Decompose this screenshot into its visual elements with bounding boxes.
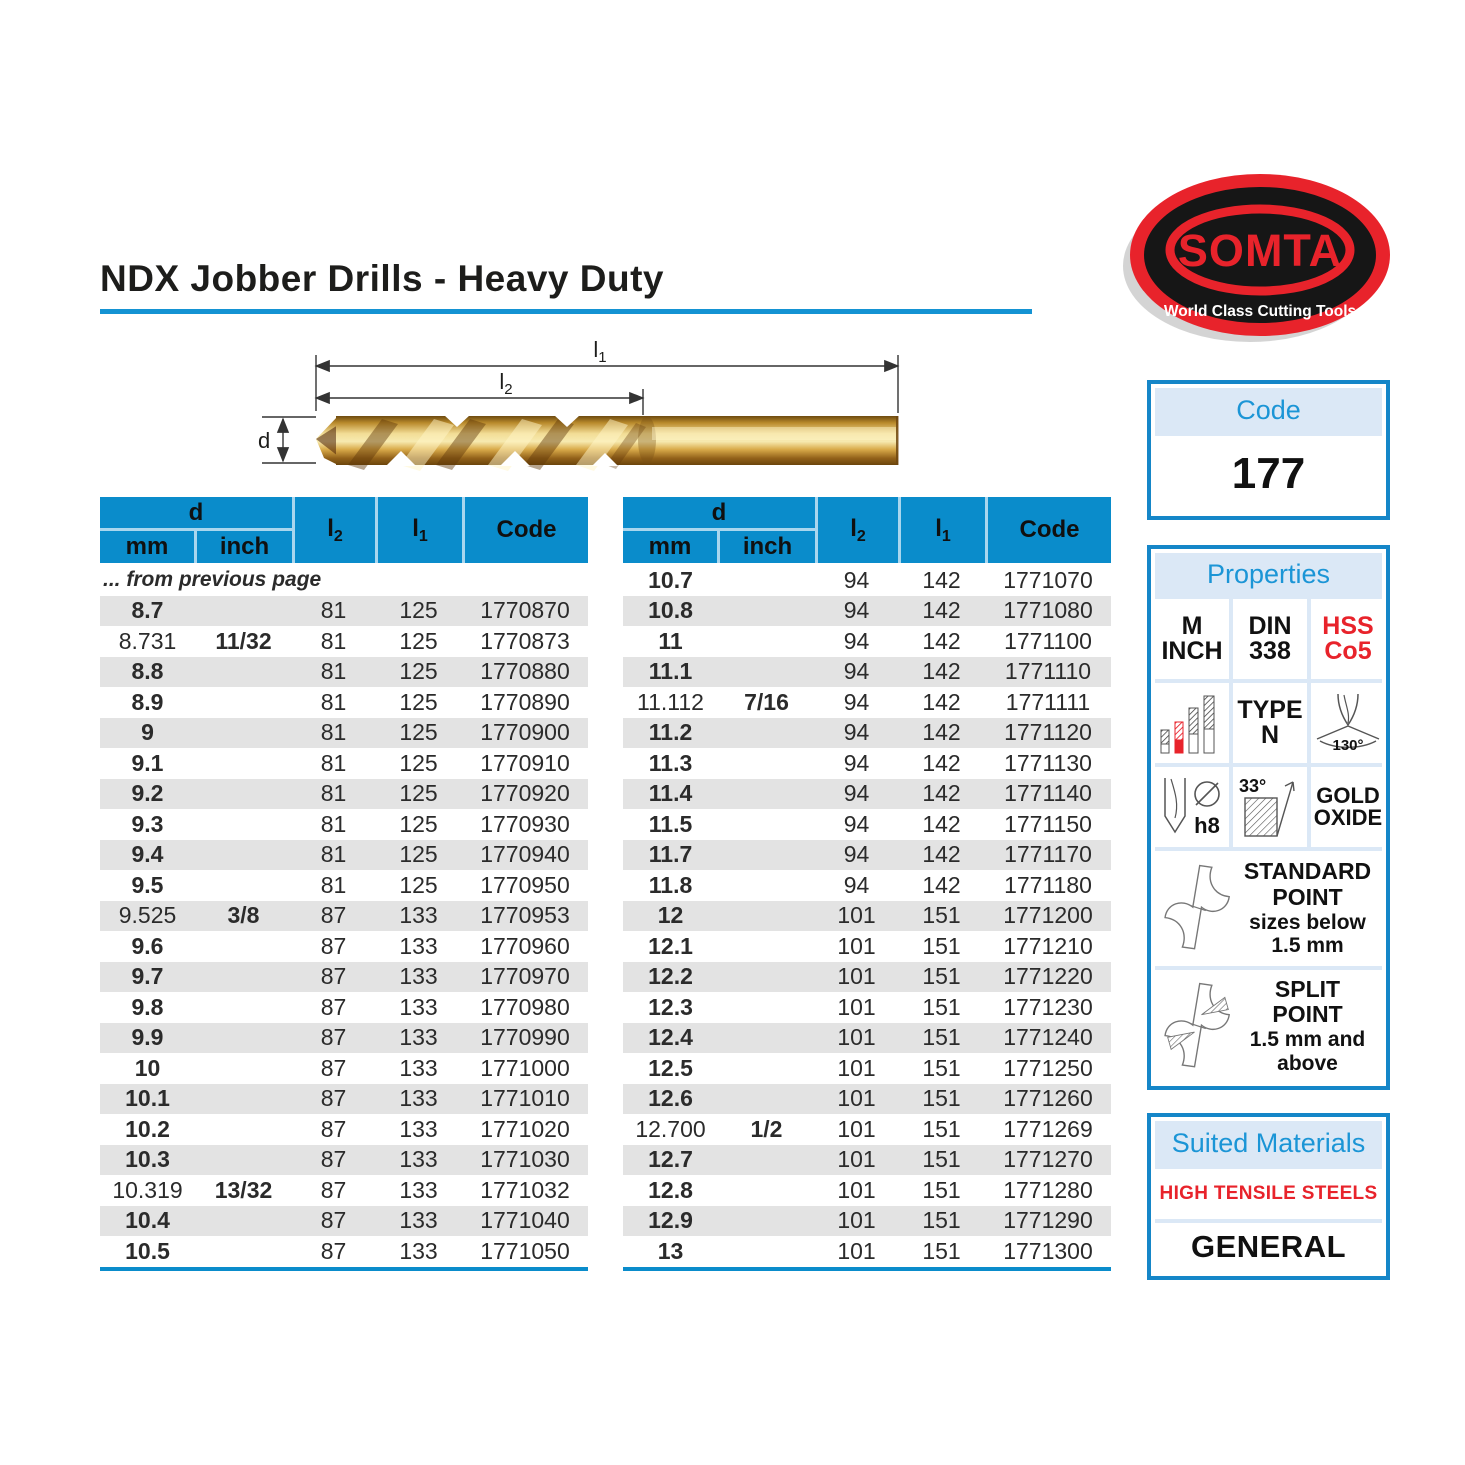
table-row [623, 809, 1111, 840]
logo-brand: SOMTA [1177, 225, 1343, 276]
cell-l2: 101 [837, 1176, 876, 1203]
cell-mm: 12.7 [648, 1146, 693, 1173]
table-row [623, 1084, 1111, 1115]
col-inch: inch [197, 531, 292, 563]
cell-l2: 94 [843, 627, 870, 654]
cell-l2: 101 [837, 1085, 876, 1112]
dim-d [258, 417, 316, 463]
table-row [100, 870, 588, 901]
helix-angle-icon [1233, 774, 1307, 840]
cell-l2: 81 [320, 688, 347, 715]
cell-inch: 1/2 [750, 1115, 783, 1142]
cell-l1: 133 [399, 1237, 438, 1264]
cell-mm: 8.7 [131, 597, 164, 624]
cell-l1: 151 [922, 1024, 961, 1051]
cell-l1: 142 [922, 597, 961, 624]
cell-code: 1771230 [1003, 993, 1093, 1020]
cell-mm: 10 [134, 1054, 161, 1081]
table-row [623, 901, 1111, 932]
cell-mm: 11.4 [648, 780, 693, 807]
cell-code: 1771150 [1004, 810, 1092, 837]
table-row [623, 840, 1111, 871]
table-row [623, 565, 1111, 596]
cell-l1: 133 [399, 902, 438, 929]
drill-image [316, 415, 899, 471]
cell-mm: 9.2 [131, 780, 164, 807]
cell-l2: 87 [320, 932, 347, 959]
cell-l1: 151 [922, 1085, 961, 1112]
cell-mm: 12.6 [648, 1085, 693, 1112]
col-d: d [100, 497, 292, 528]
cell-mm: 10.8 [648, 597, 693, 624]
table-row [623, 1114, 1111, 1145]
cell-mm: 10.5 [125, 1237, 170, 1264]
cell-mm: 12.700 [635, 1115, 706, 1142]
cell-code: 1771280 [1003, 1176, 1093, 1203]
cell-l2: 81 [320, 780, 347, 807]
cell-l2: 87 [320, 1146, 347, 1173]
cell-code: 1771140 [1004, 780, 1092, 807]
cell-l1: 142 [922, 871, 961, 898]
svg-text:d: d [258, 428, 271, 453]
drill-size-range-icon [1157, 690, 1227, 756]
svg-text:h8: h8 [1194, 813, 1220, 838]
table-row [623, 1145, 1111, 1176]
cell-l2: 101 [837, 1024, 876, 1051]
cell-code: 1771130 [1004, 749, 1092, 776]
cell-code: 1770873 [480, 627, 570, 654]
cell-l1: 125 [399, 658, 438, 685]
cell-l1: 125 [399, 719, 438, 746]
cell-l1: 151 [922, 1146, 961, 1173]
cell-l2: 94 [843, 688, 870, 715]
cell-l2: 94 [843, 658, 870, 685]
svg-text:l1: $l_1$ [593, 337, 607, 366]
cell-inch: 3/8 [227, 902, 260, 929]
cell-l1: 133 [399, 1024, 438, 1051]
cell-l2: 94 [843, 780, 870, 807]
cell-mm: 11.2 [648, 719, 693, 746]
cell-code: 1771210 [1003, 932, 1093, 959]
cell-l2: 101 [837, 963, 876, 990]
table-row [623, 870, 1111, 901]
note-row: ... from previous page [103, 568, 322, 592]
cell-mm: 9.1 [131, 749, 164, 776]
table-row [100, 1053, 588, 1084]
cell-mm: 12.9 [648, 1207, 693, 1234]
cell-l1: 133 [399, 1176, 438, 1203]
table-row [623, 1023, 1111, 1054]
table-row [100, 1236, 588, 1267]
cell-l1: 133 [399, 993, 438, 1020]
cell-l2: 87 [320, 1054, 347, 1081]
suited-materials-box [1147, 1113, 1390, 1280]
cell-code: 1770953 [480, 902, 570, 929]
cell-l2: 81 [320, 749, 347, 776]
property-metric-inch: M INCH [1155, 599, 1229, 679]
property-size-range [1155, 683, 1229, 763]
cell-code: 1771000 [480, 1054, 570, 1081]
point-angle-icon [1311, 690, 1385, 756]
table-row [623, 1236, 1111, 1267]
cell-l1: 125 [399, 810, 438, 837]
cell-mm: 11.112 [637, 688, 704, 715]
cell-mm: 8.731 [118, 627, 177, 654]
cell-mm: 12.4 [648, 1024, 693, 1051]
cell-code: 1771110 [1004, 658, 1092, 685]
table-row [100, 748, 588, 779]
cell-mm: 12.1 [648, 932, 693, 959]
col-l1: $l_1$ [378, 497, 462, 563]
cell-l1: 133 [399, 932, 438, 959]
property-split-point: SPLIT POINT 1.5 mm and above [1155, 970, 1382, 1082]
cell-l1: 125 [399, 841, 438, 868]
cell-inch: 7/16 [744, 688, 789, 715]
cell-l2: 101 [837, 1115, 876, 1142]
cell-l2: 81 [320, 719, 347, 746]
table-row [100, 992, 588, 1023]
cell-mm: 11.7 [648, 841, 693, 868]
cell-mm: 11 [658, 627, 683, 654]
cell-l1: 125 [399, 597, 438, 624]
cell-code: 1771100 [1004, 627, 1092, 654]
cell-code: 1771300 [1003, 1237, 1093, 1264]
property-hss-co5: HSS Co5 [1311, 599, 1385, 679]
table-row [100, 596, 588, 627]
property-type-n: TYPE N [1233, 683, 1307, 763]
table-row [623, 931, 1111, 962]
tolerance-icon [1155, 774, 1229, 840]
cell-mm: 11.8 [648, 871, 693, 898]
material-high-tensile: HIGH TENSILE STEELS [1155, 1169, 1382, 1219]
cell-l1: 133 [399, 1207, 438, 1234]
drill-table-right [623, 497, 1111, 1271]
cell-l2: 94 [843, 719, 870, 746]
table-row [100, 1114, 588, 1145]
cell-l2: 81 [320, 597, 347, 624]
cell-l2: 87 [320, 963, 347, 990]
cell-mm: 9.9 [131, 1024, 164, 1051]
cell-code: 1770910 [480, 749, 570, 776]
cell-code: 1771050 [480, 1237, 570, 1264]
properties-header: Properties [1155, 553, 1382, 595]
cell-code: 1771032 [480, 1176, 570, 1203]
cell-l1: 151 [922, 902, 961, 929]
cell-l2: 87 [320, 1176, 347, 1203]
cell-code: 1770880 [480, 658, 570, 685]
cell-l2: 94 [843, 810, 870, 837]
cell-mm: 10.1 [125, 1085, 170, 1112]
table-row [623, 687, 1111, 718]
cell-l2: 101 [837, 902, 876, 929]
cell-code: 1771270 [1003, 1146, 1093, 1173]
cell-l2: 81 [320, 871, 347, 898]
table-row [623, 1206, 1111, 1237]
cell-mm: 10.7 [648, 566, 693, 593]
cell-l2: 87 [320, 1115, 347, 1142]
cell-code: 1771170 [1004, 841, 1092, 868]
cell-code: 1770930 [480, 810, 570, 837]
table-row [100, 1175, 588, 1206]
material-general: GENERAL [1155, 1223, 1382, 1273]
cell-l1: 133 [399, 1146, 438, 1173]
cell-code: 1770950 [480, 871, 570, 898]
suited-materials-header: Suited Materials [1155, 1121, 1382, 1165]
table-row [623, 962, 1111, 993]
table-row [100, 1023, 588, 1054]
cell-mm: 9.3 [131, 810, 164, 837]
table-row [623, 1175, 1111, 1206]
svg-text:l2: $l_2$ [499, 369, 513, 398]
cell-mm: 11.3 [648, 749, 693, 776]
table-row [100, 718, 588, 749]
cell-l2: 87 [320, 1024, 347, 1051]
cell-code: 1771080 [1003, 597, 1093, 624]
table-row [623, 1053, 1111, 1084]
cell-code: 1770870 [480, 597, 570, 624]
cell-code: 1771040 [480, 1207, 570, 1234]
cell-l1: 125 [399, 749, 438, 776]
cell-l1: 142 [922, 749, 961, 776]
cell-l2: 87 [320, 1237, 347, 1264]
drill-table-left [100, 497, 588, 1271]
cell-mm: 9.5 [131, 871, 164, 898]
cell-l1: 142 [922, 841, 961, 868]
property-point-angle [1311, 683, 1385, 763]
cell-l1: 151 [922, 1207, 961, 1234]
table-row [623, 626, 1111, 657]
cell-mm: 9.6 [131, 932, 164, 959]
dim-l2 [316, 369, 643, 398]
cell-l1: 151 [922, 1115, 961, 1142]
cell-l2: 94 [843, 841, 870, 868]
cell-l1: 151 [922, 963, 961, 990]
cell-code: 1771030 [480, 1146, 570, 1173]
col-l1: $l_1$ [901, 497, 985, 563]
cell-code: 1771240 [1003, 1024, 1093, 1051]
cell-l1: 142 [922, 719, 961, 746]
table-row [623, 779, 1111, 810]
cell-code: 1770980 [480, 993, 570, 1020]
cell-l2: 81 [320, 658, 347, 685]
cell-l2: 94 [843, 871, 870, 898]
cell-l1: 125 [399, 871, 438, 898]
cell-code: 1771120 [1004, 719, 1092, 746]
col-l2: $l_2$ [818, 497, 898, 563]
svg-text:130°: 130° [1332, 737, 1364, 754]
cell-code: 1771250 [1003, 1054, 1093, 1081]
cell-mm: 12.3 [648, 993, 693, 1020]
table-row [623, 992, 1111, 1023]
cell-code: 1771269 [1003, 1115, 1093, 1142]
standard-point-icon [1159, 854, 1237, 962]
somta-logo [1122, 166, 1398, 348]
cell-mm: 10.319 [112, 1176, 183, 1203]
cell-mm: 12.5 [648, 1054, 693, 1081]
cell-l2: 101 [837, 993, 876, 1020]
table-row [100, 1145, 588, 1176]
cell-code: 1770890 [480, 688, 570, 715]
cell-l1: 151 [922, 1176, 961, 1203]
table-header [100, 497, 588, 563]
cell-l2: 101 [837, 932, 876, 959]
cell-mm: 13 [657, 1237, 684, 1264]
table-row [623, 657, 1111, 688]
cell-code: 1771290 [1003, 1207, 1093, 1234]
cell-l2: 81 [320, 810, 347, 837]
cell-l2: 87 [320, 902, 347, 929]
table-row [100, 901, 588, 932]
cell-code: 1770920 [480, 780, 570, 807]
cell-l1: 142 [922, 810, 961, 837]
cell-l2: 101 [837, 1054, 876, 1081]
cell-inch: 13/32 [214, 1176, 273, 1203]
col-d: d [623, 497, 815, 528]
cell-l1: 151 [922, 1054, 961, 1081]
cell-l2: 94 [843, 597, 870, 624]
cell-code: 1771220 [1003, 963, 1093, 990]
cell-l2: 87 [320, 1085, 347, 1112]
cell-mm: 12 [657, 902, 684, 929]
cell-code: 1771200 [1003, 902, 1093, 929]
cell-l2: 81 [320, 841, 347, 868]
table-row [100, 962, 588, 993]
cell-l2: 94 [843, 749, 870, 776]
cell-code: 1770960 [480, 932, 570, 959]
cell-mm: 9.7 [131, 963, 164, 990]
table-row [100, 626, 588, 657]
cell-mm: 9.4 [131, 841, 164, 868]
col-mm: mm [100, 531, 194, 563]
cell-l1: 133 [399, 963, 438, 990]
title-rule [100, 309, 1032, 314]
dim-l1 [316, 337, 898, 366]
svg-text:33°: 33° [1239, 776, 1267, 796]
page-title: NDX Jobber Drills - Heavy Duty [100, 258, 664, 299]
property-helix-angle [1233, 767, 1307, 847]
cell-code: 1770970 [480, 963, 570, 990]
cell-l1: 142 [922, 780, 961, 807]
cell-l1: 125 [399, 780, 438, 807]
cell-l2: 101 [837, 1237, 876, 1264]
cell-mm: 8.8 [131, 658, 164, 685]
cell-mm: 9 [141, 719, 154, 746]
drill-diagram [248, 335, 920, 477]
cell-code: 1771020 [480, 1115, 570, 1142]
cell-mm: 11.5 [648, 810, 693, 837]
logo-tagline: World Class Cutting Tools [1163, 303, 1357, 320]
cell-mm: 8.9 [131, 688, 164, 715]
cell-l1: 142 [922, 566, 961, 593]
table-row [100, 1206, 588, 1237]
cell-l2: 101 [837, 1207, 876, 1234]
table-header [623, 497, 1111, 563]
properties-box [1147, 545, 1390, 1090]
cell-l2: 87 [320, 1207, 347, 1234]
cell-l1: 142 [922, 627, 961, 654]
cell-mm: 11.1 [648, 658, 693, 685]
table-row [100, 840, 588, 871]
cell-code: 1770990 [480, 1024, 570, 1051]
cell-mm: 12.8 [648, 1176, 693, 1203]
table-row [100, 657, 588, 688]
cell-code: 1771070 [1003, 566, 1093, 593]
cell-l1: 142 [922, 688, 961, 715]
property-standard-point: STANDARD POINT sizes below 1.5 mm [1155, 851, 1382, 966]
cell-l1: 151 [922, 1237, 961, 1264]
cell-l1: 125 [399, 688, 438, 715]
cell-mm: 9.525 [118, 902, 177, 929]
table-bottom-rule [623, 1267, 1111, 1271]
cell-mm: 10.3 [125, 1146, 170, 1173]
table-row [100, 779, 588, 810]
col-code: Code [465, 497, 588, 563]
cell-l1: 151 [922, 993, 961, 1020]
col-l2: $l_2$ [295, 497, 375, 563]
col-mm: mm [623, 531, 717, 563]
cell-l2: 87 [320, 993, 347, 1020]
cell-code: 1771010 [480, 1085, 570, 1112]
cell-mm: 9.8 [131, 993, 164, 1020]
cell-l1: 125 [399, 627, 438, 654]
cell-l1: 133 [399, 1115, 438, 1142]
code-box [1147, 380, 1390, 520]
table-row [100, 687, 588, 718]
cell-l1: 133 [399, 1085, 438, 1112]
table-row [100, 931, 588, 962]
col-code: Code [988, 497, 1111, 563]
table-row [100, 809, 588, 840]
col-inch: inch [720, 531, 815, 563]
cell-l1: 142 [922, 658, 961, 685]
cell-l1: 151 [922, 932, 961, 959]
cell-mm: 10.2 [125, 1115, 170, 1142]
cell-code: 1771260 [1003, 1085, 1093, 1112]
cell-l2: 94 [843, 566, 870, 593]
cell-l2: 101 [837, 1146, 876, 1173]
cell-mm: 10.4 [125, 1207, 170, 1234]
cell-code: 1771180 [1004, 871, 1092, 898]
table-row [100, 1084, 588, 1115]
cell-inch: 11/32 [215, 627, 272, 654]
cell-l1: 133 [399, 1054, 438, 1081]
cell-l2: 81 [320, 627, 347, 654]
table-row [623, 718, 1111, 749]
table-row [623, 748, 1111, 779]
table-row [623, 596, 1111, 627]
property-tolerance [1155, 767, 1229, 847]
property-din-338: DIN 338 [1233, 599, 1307, 679]
cell-code: 1770940 [480, 841, 570, 868]
cell-code: 1771111 [1005, 688, 1091, 715]
split-point-icon [1159, 973, 1237, 1079]
property-gold-oxide: GOLD OXIDE [1311, 767, 1385, 847]
cell-mm: 12.2 [648, 963, 693, 990]
code-box-header: Code [1155, 388, 1382, 432]
cell-code: 1770900 [480, 719, 570, 746]
code-value: 177 [1155, 436, 1382, 512]
table-bottom-rule [100, 1267, 588, 1271]
